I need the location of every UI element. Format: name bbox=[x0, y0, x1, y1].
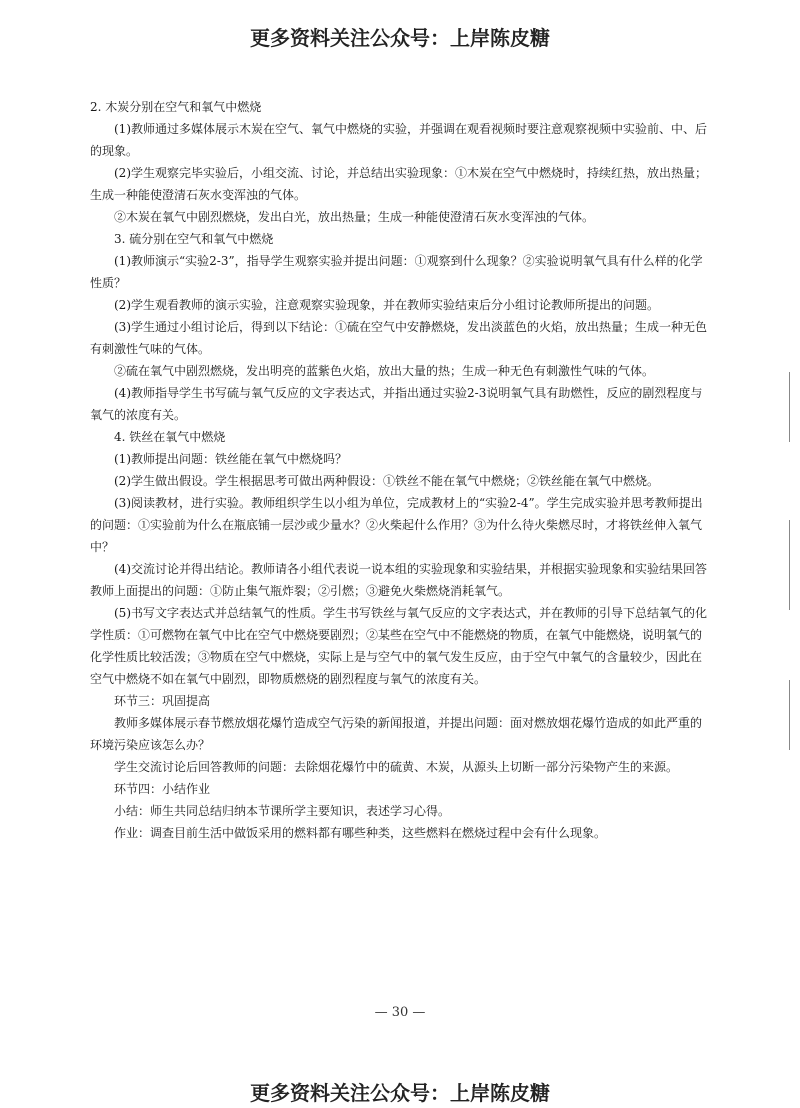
paragraph: (4)交流讨论并得出结论。教师请各小组代表说一说本组的实验现象和实验结果，并根据实验现象和实验结果回答教师上面提出的问题：①防止集气瓶炸裂；②引燃；③避免火柴燃烧消耗氧气。 bbox=[90, 562, 708, 598]
scan-edge-mark bbox=[789, 520, 790, 610]
paragraph: 小结：师生共同总结归纳本节课所学主要知识，表述学习心得。 bbox=[114, 804, 451, 818]
paragraph: 2. 木炭分别在空气和氧气中燃烧 bbox=[90, 100, 262, 114]
header-banner: 更多资料关注公众号：上岸陈皮糖 bbox=[250, 26, 550, 50]
paragraph: 3. 硫分别在空气和氧气中燃烧 bbox=[114, 232, 274, 246]
document-body bbox=[90, 96, 710, 844]
paragraph: (3)学生通过小组讨论后，得到以下结论：①硫在空气中安静燃烧，发出淡蓝色的火焰，放出热量；生成一种无色有刺激性气味的气体。 bbox=[90, 320, 708, 356]
paragraph: 环节三：巩固提高 bbox=[114, 694, 211, 708]
paragraph: 教师多媒体展示春节燃放烟花爆竹造成空气污染的新闻报道，并提出问题：面对燃放烟花爆竹造成的如此严重的环境污染应该怎么办？ bbox=[90, 716, 703, 752]
paragraph: ②硫在氧气中剧烈燃烧，发出明亮的蓝紫色火焰，放出大量的热；生成一种无色有刺激性气味的气体。 bbox=[114, 364, 655, 378]
paragraph: (5)书写文字表达式并总结氧气的性质。学生书写铁丝与氧气反应的文字表达式，并在教师的引导下总结氧气的化学性质：①可燃物在氧气中比在空气中燃烧要剧烈；②某些在空气中不能燃烧的物质，在氧气中能燃烧，说明氧气的化学性质比较活泼；③物质在空气中燃烧，实际上是与空气中的氧气发生反应，由于空气中氧气的含量较少，因此在空气中燃烧不如在氧气中剧烈，即物质燃烧的剧烈程度与氧气的浓度有关。 bbox=[90, 606, 708, 686]
paragraph: (1)教师提出问题：铁丝能在氧气中燃烧吗？ bbox=[114, 452, 347, 466]
paragraph: (4)教师指导学生书写硫与氧气反应的文字表达式，并指出通过实验2-3说明氧气具有助燃性，反应的剧烈程度与氧气的浓度有关。 bbox=[90, 386, 703, 422]
paragraph: (2)学生观察完毕实验后，小组交流、讨论，并总结出实验现象：①木炭在空气中燃烧时，持续红热，放出热量；生成一种能使澄清石灰水变浑浊的气体。 bbox=[90, 166, 708, 202]
scan-edge-mark bbox=[789, 680, 790, 750]
page-number: — 30 — bbox=[374, 1005, 426, 1020]
paragraph: 作业：调查目前生活中做饭采用的燃料都有哪些种类，这些燃料在燃烧过程中会有什么现象。 bbox=[114, 826, 607, 840]
paragraph: 环节四：小结作业 bbox=[114, 782, 211, 796]
paragraph: (1)教师通过多媒体展示木炭在空气、氧气中燃烧的实验，并强调在观看视频时要注意观察视频中实验前、中、后的现象。 bbox=[90, 122, 708, 158]
scan-edge-mark bbox=[789, 372, 790, 442]
paragraph: (3)阅读教材，进行实验。教师组织学生以小组为单位，完成教材上的“实验2-4”。学生完成实验并思考教师提出的问题：①实验前为什么在瓶底铺一层沙或少量水？②火柴起什么作用？③为什么待火柴燃尽时，才将铁丝伸入氧气中？ bbox=[90, 496, 703, 554]
paragraph: (1)教师演示“实验2-3”，指导学生观察实验并提出问题：①观察到什么现象？②实验说明氧气具有什么样的化学性质？ bbox=[90, 254, 703, 290]
paragraph: (2)学生做出假设。学生根据思考可做出两种假设：①铁丝不能在氧气中燃烧；②铁丝能在氧气中燃烧。 bbox=[114, 474, 660, 488]
paragraph: 学生交流讨论后回答教师的问题：去除烟花爆竹中的硫黄、木炭，从源头上切断一部分污染物产生的来源。 bbox=[114, 760, 679, 774]
paragraph: 4. 铁丝在氧气中燃烧 bbox=[114, 430, 226, 444]
paragraph: (2)学生观看教师的演示实验，注意观察实验现象，并在教师实验结束后分小组讨论教师所提出的问题。 bbox=[114, 298, 660, 312]
paragraph: ②木炭在氧气中剧烈燃烧，发出白光，放出热量；生成一种能使澄清石灰水变浑浊的气体。 bbox=[114, 210, 595, 224]
footer-banner: 更多资料关注公众号：上岸陈皮糖 bbox=[250, 1081, 550, 1105]
